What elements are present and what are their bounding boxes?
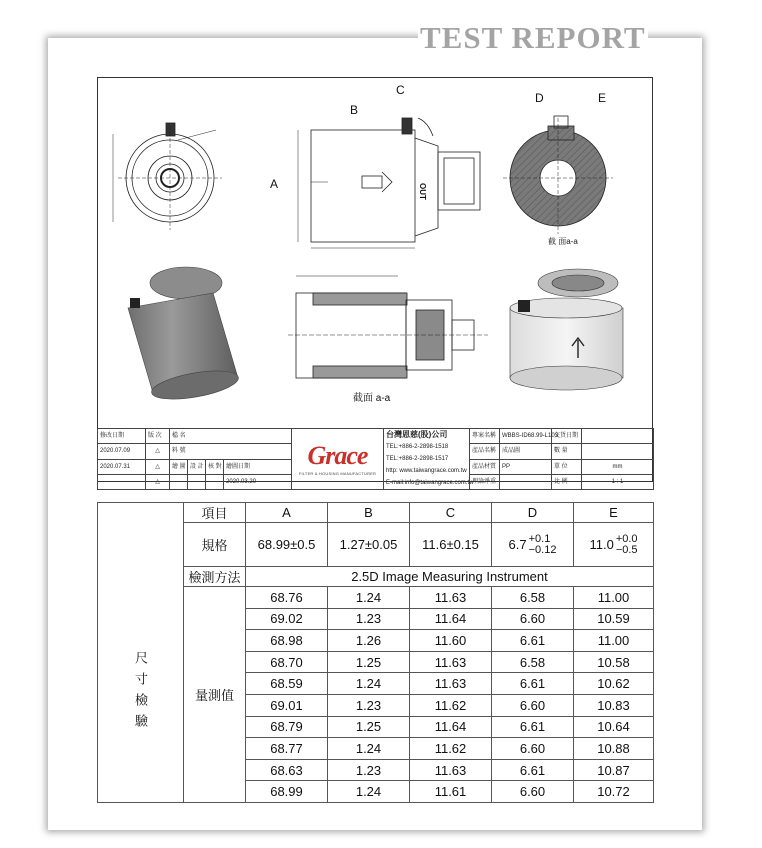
drawing-svg [98, 78, 654, 483]
measured-value-E: 10.72 [574, 781, 654, 803]
measured-value-B: 1.25 [328, 716, 410, 738]
material-value: PP [500, 459, 552, 474]
company-logo [292, 429, 384, 490]
delivery-label: 交貨日期 [552, 429, 582, 444]
measurement-table-wrap [97, 502, 653, 800]
measured-value-B: 1.24 [328, 587, 410, 609]
measured-value-A: 69.01 [246, 694, 328, 716]
technical-drawing [97, 77, 653, 482]
spec-E-nominal: 11.0 [589, 537, 614, 552]
label-E: E [598, 91, 607, 105]
scale-value: 1 : 1 [582, 474, 654, 489]
out-label: OUT [418, 183, 427, 200]
spec-E [574, 523, 654, 567]
method-label: 檢測方法 [184, 567, 246, 587]
section-label-top: 截 面a-a [548, 237, 578, 246]
cross-section [288, 276, 488, 378]
design-value [188, 474, 206, 489]
measured-value-E: 10.62 [574, 673, 654, 695]
measured-value-A: 68.98 [246, 630, 328, 652]
company-email: E-mail:info@taiwangrace.com.tw [386, 480, 474, 486]
spec-D-nominal: 6.7 [508, 537, 527, 552]
measured-value-B: 1.24 [328, 781, 410, 803]
process-value [500, 474, 552, 489]
spec-label: 規格 [184, 523, 246, 567]
label-C: C [396, 83, 405, 97]
render-left [128, 267, 240, 404]
measured-value-C: 11.64 [410, 608, 492, 630]
company-web: http: www.taiwangrace.com.tw [386, 468, 467, 474]
drawing-value [170, 474, 188, 489]
measured-value-C: 11.63 [410, 651, 492, 673]
rev-mark-icon: △ [146, 459, 170, 474]
draw-date-label: 繪圖日期 [224, 459, 292, 474]
measured-values-label: 量測值 [184, 587, 246, 803]
measured-value-B: 1.23 [328, 759, 410, 781]
col-header-E: E [574, 503, 654, 523]
design-label: 設 計 [188, 459, 206, 474]
measured-value-E: 10.83 [574, 694, 654, 716]
spec-C: 11.6±0.15 [410, 523, 492, 567]
check-label: 核 對 [206, 459, 224, 474]
measured-value-B: 1.24 [328, 738, 410, 760]
section-label: 尺寸檢驗 [133, 650, 148, 735]
measured-value-D: 6.61 [492, 716, 574, 738]
col-header-D: D [492, 503, 574, 523]
measured-value-C: 11.61 [410, 781, 492, 803]
measured-value-D: 6.58 [492, 651, 574, 673]
logo-tagline: FILTER & HOUSING MANUFACTURER [298, 471, 377, 476]
item-header: 項目 [184, 503, 246, 523]
material-label: 產品材質 [470, 459, 500, 474]
report-title: TEST REPORT [420, 20, 646, 55]
logo-text: Grace [307, 441, 368, 470]
rev-no-header: 版 次 [146, 429, 170, 444]
measured-value-C: 11.63 [410, 759, 492, 781]
rev-date-empty [98, 474, 146, 489]
measured-value-B: 1.25 [328, 651, 410, 673]
process-label: 理論淨重 [470, 474, 500, 489]
measured-value-E: 11.00 [574, 587, 654, 609]
delivery-value [582, 429, 654, 444]
rev-date-header: 修改日期 [98, 429, 146, 444]
spec-D [492, 523, 574, 567]
measured-value-A: 68.59 [246, 673, 328, 695]
company-info [384, 429, 474, 490]
measurement-row [98, 587, 654, 609]
spec-D-plus: +0.1 [528, 532, 551, 545]
measured-value-E: 10.58 [574, 651, 654, 673]
spec-D-minus: −0.12 [528, 543, 557, 556]
section-view [503, 116, 613, 234]
measured-value-C: 11.63 [410, 673, 492, 695]
scale-label: 比 例 [552, 474, 582, 489]
end-view-left [113, 123, 222, 230]
material-no-label: 料 號 [170, 444, 292, 459]
measured-value-C: 11.62 [410, 738, 492, 760]
col-header-B: B [328, 503, 410, 523]
measured-value-D: 6.61 [492, 673, 574, 695]
rev-date-1: 2020.07.09 [98, 444, 146, 459]
measured-value-E: 10.87 [574, 759, 654, 781]
measured-value-B: 1.23 [328, 694, 410, 716]
measured-value-A: 68.77 [246, 738, 328, 760]
section-label-bottom: 截面 a-a [353, 393, 391, 404]
project-value: WBBS-ID68.99-L103 [500, 429, 552, 444]
measured-value-D: 6.58 [492, 587, 574, 609]
measured-value-C: 11.62 [410, 694, 492, 716]
col-header-A: A [246, 503, 328, 523]
label-D: D [535, 91, 544, 105]
unit-value: mm [582, 459, 654, 474]
measurement-table [97, 502, 654, 803]
measured-value-E: 10.88 [574, 738, 654, 760]
corner-cell [98, 503, 184, 587]
qty-label: 數 量 [552, 444, 582, 459]
spec-E-minus: −0.5 [615, 543, 638, 556]
label-B: B [350, 103, 359, 117]
measured-value-A: 68.79 [246, 716, 328, 738]
company-name: 台灣恩慈(股)公司 [386, 430, 448, 439]
section-label-cell [98, 587, 184, 803]
measured-value-D: 6.60 [492, 694, 574, 716]
check-value [206, 474, 224, 489]
col-header-C: C [410, 503, 492, 523]
measured-value-B: 1.23 [328, 608, 410, 630]
measured-value-B: 1.26 [328, 630, 410, 652]
measured-value-A: 68.99 [246, 781, 328, 803]
side-view [298, 118, 480, 248]
title-block [97, 428, 653, 486]
measured-value-E: 10.64 [574, 716, 654, 738]
measured-value-A: 69.02 [246, 608, 328, 630]
unit-label: 單 位 [552, 459, 582, 474]
draw-date-value: 2020.03.20 [224, 474, 292, 489]
rev-date-2: 2020.07.31 [98, 459, 146, 474]
method-value: 2.5D Image Measuring Instrument [246, 567, 654, 587]
measured-value-D: 6.60 [492, 608, 574, 630]
project-label: 專案名稱 [470, 429, 500, 444]
measured-value-C: 11.63 [410, 587, 492, 609]
measured-value-A: 68.63 [246, 759, 328, 781]
measured-value-D: 6.60 [492, 781, 574, 803]
render-right [510, 269, 623, 390]
spec-E-plus: +0.0 [615, 532, 638, 545]
file-name-label: 檔 名 [170, 429, 292, 444]
rev-mark-icon: △ [146, 474, 170, 489]
measured-value-C: 11.64 [410, 716, 492, 738]
measured-value-B: 1.24 [328, 673, 410, 695]
qty-value [582, 444, 654, 459]
measured-value-A: 68.76 [246, 587, 328, 609]
measured-value-A: 68.70 [246, 651, 328, 673]
measured-value-D: 6.61 [492, 630, 574, 652]
rev-mark-icon: △ [146, 444, 170, 459]
label-A: A [270, 177, 279, 191]
measured-value-D: 6.60 [492, 738, 574, 760]
spec-B: 1.27±0.05 [328, 523, 410, 567]
measured-value-D: 6.61 [492, 759, 574, 781]
measured-value-E: 11.00 [574, 630, 654, 652]
drawing-label: 繪 圖 [170, 459, 188, 474]
product-label: 產品名稱 [470, 444, 500, 459]
product-value: 成品圖 [500, 444, 552, 459]
company-tel-2: TEL:+886-2-2898-1517 [386, 456, 449, 462]
company-tel-1: TEL:+886-2-2898-1518 [386, 444, 449, 450]
spec-A: 68.99±0.5 [246, 523, 328, 567]
measured-value-E: 10.59 [574, 608, 654, 630]
measured-value-C: 11.60 [410, 630, 492, 652]
